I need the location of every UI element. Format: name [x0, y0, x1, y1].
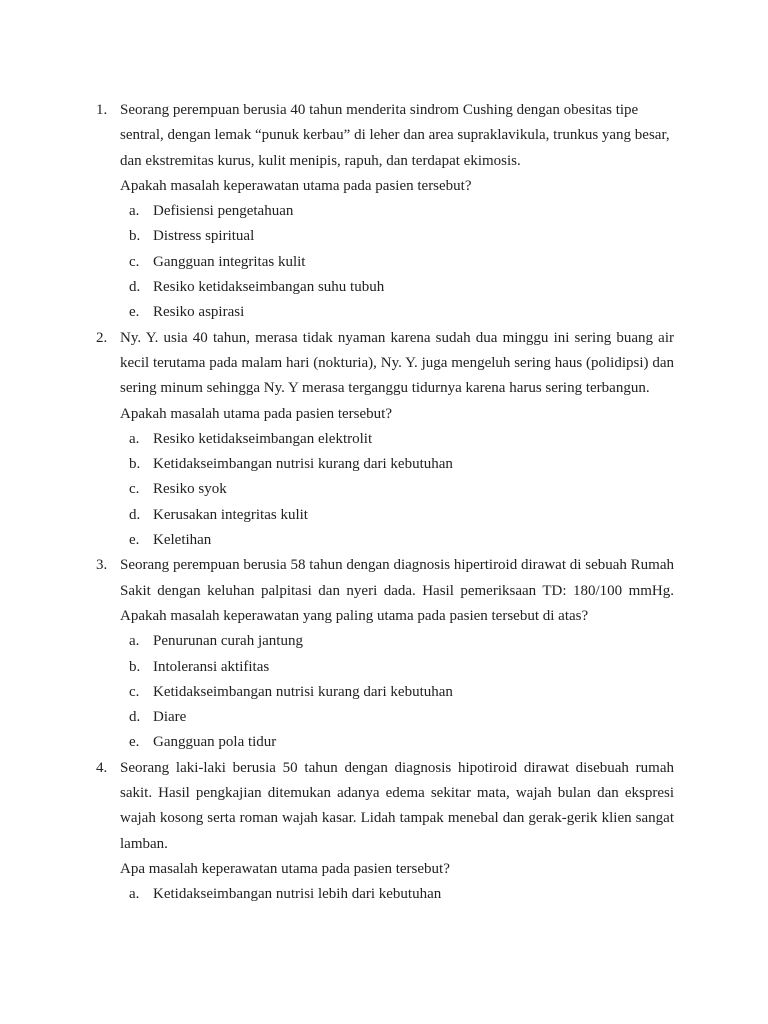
question-item	[0, 553, 768, 755]
option-text: Keletihan	[153, 532, 212, 549]
option-item	[0, 655, 768, 680]
option-list	[0, 427, 768, 553]
option-list	[0, 199, 768, 325]
option-letter: c.	[129, 481, 140, 498]
option-item	[0, 629, 768, 654]
option-list	[0, 629, 768, 755]
option-letter: a.	[129, 430, 140, 447]
question-stem: Ny. Y. usia 40 tahun, merasa tidak nyaman karena sudah dua minggu ini sering buang air kecil terutama pada malam hari (nokturia), Ny. Y. juga mengeluh sering haus (polidipsi) dan sering minum sehingga Ny. Y merasa terganggu tidurnya karena harus sering terbangun.	[120, 329, 674, 397]
option-item	[0, 882, 768, 907]
question-stem: Seorang laki-laki berusia 50 tahun dengan diagnosis hipotiroid dirawat disebuah rumah sakit. Hasil pengkajian ditemukan adanya edema sekitar mata, wajah bulan dan ekspresi wajah kosong serta roman wajah kasar. Lidah tampak menebal dan gerak-gerik klien sangat lamban.	[120, 759, 674, 852]
option-letter: b.	[129, 228, 141, 245]
question-number: 3.	[96, 557, 108, 574]
question-number: 1.	[96, 102, 108, 118]
option-item	[0, 730, 768, 755]
question-prompt: Apakah masalah keperawatan utama pada pasien tersebut?	[120, 177, 472, 194]
option-text: Ketidakseimbangan nutrisi kurang dari kebutuhan	[153, 683, 453, 700]
option-item	[0, 528, 768, 553]
option-text: Resiko ketidakseimbangan elektrolit	[153, 430, 373, 447]
option-text: Kerusakan integritas kulit	[153, 506, 308, 523]
option-letter: d.	[129, 506, 141, 523]
option-letter: b.	[129, 456, 141, 473]
option-item	[0, 199, 768, 224]
option-letter: a.	[129, 203, 140, 220]
question-list	[0, 98, 768, 908]
option-item	[0, 503, 768, 528]
question-stem: Seorang perempuan berusia 58 tahun dengan diagnosis hipertiroid dirawat di sebuah Rumah Sakit dengan keluhan palpitasi dan nyeri dada. Hasil pemeriksaan TD: 180/100 mmHg. Apakah masalah keperawatan yang paling utama pada pasien tersebut di atas?	[120, 557, 674, 624]
question-item	[0, 98, 768, 326]
option-text: Ketidakseimbangan nutrisi lebih dari kebutuhan	[153, 886, 442, 903]
option-item	[0, 680, 768, 705]
question-prompt: Apa masalah keperawatan utama pada pasien tersebut?	[120, 860, 450, 877]
option-text: Penurunan curah jantung	[153, 633, 303, 650]
question-item	[0, 326, 768, 554]
option-item	[0, 224, 768, 249]
question-number: 4.	[96, 759, 108, 776]
option-letter: d.	[129, 709, 141, 726]
option-letter: c.	[129, 683, 140, 700]
option-letter: c.	[129, 253, 140, 270]
option-text: Gangguan integritas kulit	[153, 253, 306, 270]
option-item	[0, 275, 768, 300]
question-prompt: Apakah masalah utama pada pasien tersebut?	[120, 405, 392, 422]
option-text: Intoleransi aktifitas	[153, 658, 270, 675]
question-item	[0, 756, 768, 908]
option-list	[0, 882, 768, 907]
option-letter: e.	[129, 304, 140, 321]
option-letter: d.	[129, 279, 141, 296]
option-letter: e.	[129, 532, 140, 549]
option-item	[0, 427, 768, 452]
question-stem: Seorang perempuan berusia 40 tahun menderita sindrom Cushing dengan obesitas tipe sentral, dengan lemak “punuk kerbau” di leher dan area supraklavikula, trunkus yang besar, dan ekstremitas kurus, kulit menipis, rapuh, dan terdapat ekimosis.	[120, 102, 670, 169]
question-number: 2.	[96, 329, 108, 346]
option-item	[0, 477, 768, 502]
option-item	[0, 452, 768, 477]
option-item	[0, 250, 768, 275]
option-letter: e.	[129, 734, 140, 751]
option-letter: a.	[129, 886, 140, 903]
option-item	[0, 300, 768, 325]
option-letter: a.	[129, 633, 140, 650]
option-text: Distress spiritual	[153, 228, 255, 245]
option-letter: b.	[129, 658, 141, 675]
option-text: Gangguan pola tidur	[153, 734, 277, 751]
option-text: Resiko aspirasi	[153, 304, 245, 321]
option-text: Ketidakseimbangan nutrisi kurang dari kebutuhan	[153, 456, 453, 473]
option-text: Defisiensi pengetahuan	[153, 203, 294, 220]
option-text: Resiko syok	[153, 481, 227, 498]
option-text: Diare	[153, 709, 187, 726]
option-item	[0, 705, 768, 730]
option-text: Resiko ketidakseimbangan suhu tubuh	[153, 279, 385, 296]
